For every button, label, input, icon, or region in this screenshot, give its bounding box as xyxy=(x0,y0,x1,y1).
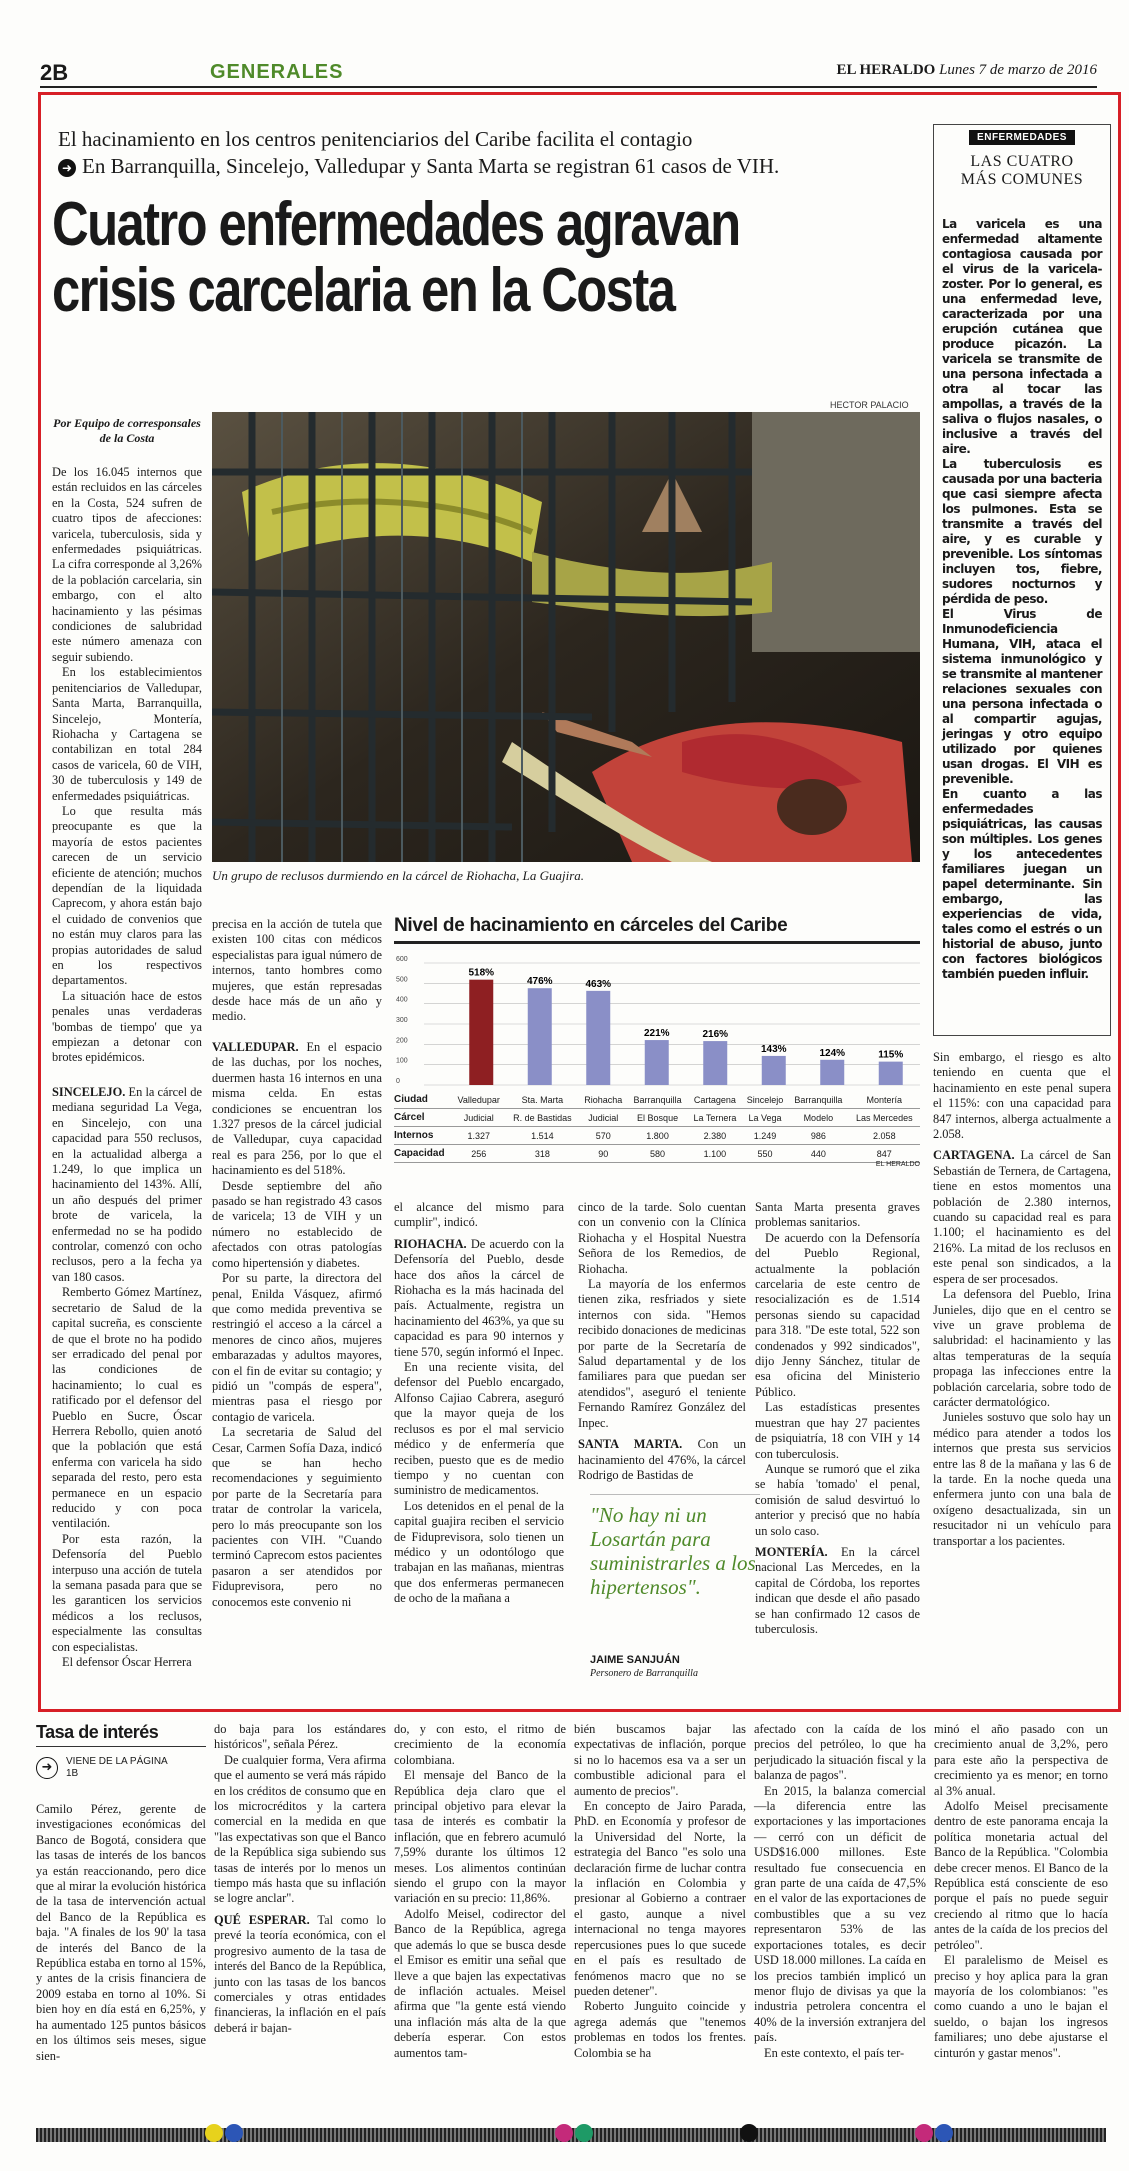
paragraph: Los detenidos en el penal de la capital guajira reciben el servicio de Fiduprevisora, solo tienen un médico y un odontólogo que trabajan en las mañanas, mientras que dos enfermeras permanecen de ocho de la mañana a xyxy=(394,1498,564,1606)
paragraph: Las estadísticas presentes muestran que hay 27 pacientes de psiquiatría, 18 con VIH y 14 con tuberculosis. xyxy=(755,1400,920,1461)
chart-bar xyxy=(762,1056,786,1085)
paragraph: Remberto Gómez Martínez, secretario de Salud de la capital sucreña, es consciente de que el brote no ha podido ser erradicado del penal por las condiciones de hacinamiento; lo cual es ratificado por el defensor del Pueblo en Sucre, Óscar Herrera Rebollo, quien anotó que la población que está enferma con varicela ha sido separada del resto, pero esta permanece en un espacio reducido y con poca ventilación. xyxy=(52,1285,202,1531)
chart-source: EL HERALDO xyxy=(875,1161,920,1168)
subhead: QUÉ ESPERAR. xyxy=(214,1912,310,1927)
paragraph-text: En la cárcel nacional Las Mercedes, en la capital de Córdoba, los reportes indican que desde el año pasado se han confirmado 12 casos de tuberculosis. xyxy=(755,1544,920,1636)
arrow-right-icon: ➜ xyxy=(36,1757,58,1779)
kicker-line-2-text: En Barranquilla, Sincelejo, Valledupar y Santa Marta se registran 61 casos de VIH. xyxy=(82,154,780,178)
continued-from-label: VIENE DE LA PÁGINA 1B xyxy=(66,1756,168,1779)
subhead: CARTAGENA. xyxy=(933,1148,1015,1163)
chart-bar xyxy=(645,1040,669,1085)
y-tick-label: 500 xyxy=(396,976,408,984)
table-row-capacidad xyxy=(394,1145,920,1163)
y-tick-label: 0 xyxy=(396,1078,400,1085)
interest-rate-rule xyxy=(36,1746,206,1747)
table-row-carcel xyxy=(394,1109,920,1127)
arrow-right-icon: ➜ xyxy=(58,159,76,177)
row-header: Ciudad xyxy=(394,1091,452,1109)
paragraph xyxy=(578,1437,746,1483)
table-cell: 570 xyxy=(579,1127,627,1145)
paragraph: El paralelismo de Meisel es preciso y hoy aplica para la gran mayoría de los colombianos: "es como cuando a uno le bajan el sueldo, o bajan los ingresos familiares; uno debe ajustarse el cinturón y gastar menos". xyxy=(934,1953,1108,2060)
sidebar-tag xyxy=(934,125,1110,145)
paragraph: La secretaria de Salud del Cesar, Carmen Sofía Daza, indicó que se han hecho recomendaciones y seguimiento por parte de la Secretaría para tratar de controlar la varicela, pero lo más preocupante son los pacientes con VIH. "Cuando terminó Caprecom estos pacientes pasaron a ser atendidos por Fiduprevisora, pero no conocemos este convenio ni xyxy=(212,1425,382,1609)
table-cell: 1.249 xyxy=(742,1127,788,1145)
interest-column-2 xyxy=(214,1722,386,2036)
paragraph: De acuerdo con la Defensoría del Pueblo Regional, actualmente la población carcelaria de este centro de resocialización es de 1.514 personas siendo su capacidad para 318. "De este total, 522 son condenados y 992 sindicados", dijo Jenny Sánchez, titular de esa oficina del Ministerio Público. xyxy=(755,1230,920,1399)
table-cell: El Bosque xyxy=(627,1109,688,1127)
headline-line-2: crisis carcelaria en la Costa xyxy=(52,256,675,325)
table-cell: Barranquilla xyxy=(788,1091,849,1109)
subhead: SINCELEJO. xyxy=(52,1085,126,1099)
quote-role: Personero de Barranquilla xyxy=(590,1668,698,1679)
bar-value-label: 216% xyxy=(702,1029,729,1041)
interest-column-1 xyxy=(36,1802,206,2064)
y-tick-label: 200 xyxy=(396,1037,408,1045)
article-column-4 xyxy=(578,1200,746,1483)
table-cell: 2.380 xyxy=(688,1127,742,1145)
chart-title: Nivel de hacinamiento en cárceles del Caribe xyxy=(394,915,788,936)
paragraph: En una reciente visita, del defensor del Pueblo encargado, Alfonso Cajiao Cabrera, aseguró que la mayor queja de los reclusos es por el mal servicio médico y de enfermería que reciben, puesto que es de medio tiempo y no cuentan con suministro de medicamentos. xyxy=(394,1360,564,1498)
paragraph: Junieles sostuvo que solo hay un médico para atender a todos los internos que presta sus servicios entre las 8 de la mañana y las 6 de la tarde. En la noche queda una enfermera junto con una bala de oxígeno desactualizada, sin un resucitador ni un vehículo para transportar a los pacientes. xyxy=(933,1410,1111,1548)
paragraph: La mayoría de los enfermos tienen zika, resfriados y siete internos con sida. "Hemos recibido donaciones de medicinas por parte de la Secretaría de Salud departamental y de los familiares para que puedan ser atendidos", aseguró el teniente Fernando Ramírez González del Inpec. xyxy=(578,1277,746,1430)
chart-bar xyxy=(586,991,610,1085)
article-column-5 xyxy=(755,1200,920,1637)
paragraph-text: En el espacio de las duchas, por los noches, duermen hasta 16 internos en una misma celda. En estas condiciones se encuentran los 1.327 presos de la cárcel judicial de Valledupar, cuya capacidad real es para 256, por lo que el hacinamiento es del 518%. xyxy=(212,1040,382,1178)
paper-name: EL HERALDO xyxy=(836,62,936,78)
quote-author: JAIME SANJUÁN xyxy=(590,1654,680,1666)
chart-plot xyxy=(394,945,920,1095)
bar-value-label: 115% xyxy=(878,1049,904,1061)
sidebar-title-line-2: MÁS COMUNES xyxy=(960,171,1084,188)
paragraph: afectado con la caída de los precios del petróleo, lo que ha perjudicado la situación fiscal y la balanza de pagos". xyxy=(754,1722,926,1783)
paragraph: En 2015, la balanza comercial —la diferencia entre las exportaciones y las importaciones— cerró con un déficit de USD$16.000 millones. Este resultado fue consecuencia en gran parte de una caída de 47,5% en el valor de las exportaciones de combustibles que a su vez representaron 53% de las exportaciones totales, es decir USD 18.000 millones. La caída en los precios también implicó un menor flujo de divisas ya que la industria petrolera concentra el 40% de la inversión extranjera del país. xyxy=(754,1783,926,2045)
y-tick-label: 300 xyxy=(396,1017,408,1024)
paragraph: La defensora del Pueblo, Irina Junieles, dijo que en el centro se vive un grave problema de salubridad: el hacinamiento y las altas temperaturas de la sequía propaga las infecciones entre la población carcelaria, sobre todo de carácter dermatológico. xyxy=(933,1287,1111,1409)
paragraph: Desde septiembre del año pasado se han registrado 43 casos de varicela; 13 de VIH y un número no establecido de afectados con otras patologías como hipertensión y diabetes. xyxy=(212,1178,382,1270)
table-cell: Judicial xyxy=(579,1109,627,1127)
table-cell: La Vega xyxy=(742,1109,788,1127)
article-column-3 xyxy=(394,1200,564,1607)
paragraph xyxy=(933,1148,1111,1287)
paragraph-text: La cárcel de San Sebastián de Ternera, de Cartagena, tiene en estos momentos una población de 2.380 internos, cuando su capacidad real es para 1.100; el hacinamiento es del 216%. La mitad de los reclusos en este penal son sindicados, a la espera de ser procesados. xyxy=(933,1148,1111,1286)
chart-bar xyxy=(703,1041,727,1085)
row-header: Capacidad xyxy=(394,1145,452,1163)
photo-caption: Un grupo de reclusos durmiendo en la cárcel de Riohacha, La Guajira. xyxy=(212,868,585,883)
subhead: VALLEDUPAR. xyxy=(212,1040,299,1054)
table-cell: Montería xyxy=(849,1091,920,1109)
paragraph: cinco de la tarde. Solo cuentan con un convenio con la Clínica Riohacha y el Hospital Nuestra Señora de los Remedios, de Riohacha. xyxy=(578,1200,746,1276)
paragraph: Lo que resulta más preocupante es que la mayoría de estos pacientes carecen de un servicio eficiente de atención; muchos dependían de la liquidada Caprecom, y ahora están bajo el cuidado de convenios que no están muy claros para las propias autoridades de salud en los respectivos departamentos. xyxy=(52,803,202,988)
continued-from xyxy=(36,1756,176,1780)
table-cell: 580 xyxy=(627,1145,688,1163)
bar-value-label: 476% xyxy=(526,976,553,988)
kicker-line-2 xyxy=(58,153,918,180)
registration-dot-black xyxy=(740,2124,758,2142)
y-tick-label: 400 xyxy=(396,996,408,1004)
chart-table xyxy=(394,1091,920,1163)
row-header: Internos xyxy=(394,1127,452,1145)
table-cell: Modelo xyxy=(788,1109,849,1127)
interest-rate-title: Tasa de interés xyxy=(36,1722,159,1742)
paragraph-text: Con un hacinamiento del 476%, la cárcel Rodrigo de Bastidas de xyxy=(578,1437,746,1482)
table-cell: 90 xyxy=(579,1145,627,1163)
table-cell: 1.327 xyxy=(452,1127,505,1145)
sidebar-tag-label: ENFERMEDADES xyxy=(969,130,1075,145)
paragraph: Por esta razón, la Defensoría del Pueblo interpuso una acción de tutela la semana pasada para que se les garanticen los servicios médicos a los reclusos, especialmente las consultas con especialistas. xyxy=(52,1531,202,1654)
paragraph: do baja para los estándares históricos", señala Pérez. xyxy=(214,1722,386,1752)
sidebar-paragraph: La tuberculosis es causada por una bacteria que casi siempre afecta los pulmones. Esta se transmite a través del aire, y es curable y prevenible. Los síntomas incluyen tos, fiebre, sudores nocturnos y pérdida de peso. xyxy=(942,457,1102,606)
section-name: GENERALES xyxy=(210,61,344,83)
paragraph: En concepto de Jairo Parada, PhD. en Economía y profesor de la Universidad del Norte, la estrategia del Banco "es solo una declaración firme de luchar contra la inflación en Colombia y presionar al Gobierno a contraer el gasto, aunque a nivel internacional no tenga mayores repercusiones pues lo que sucede en el país es resultado de fenómenos macro que no se pueden detener". xyxy=(574,1799,746,1998)
bar-value-label: 221% xyxy=(643,1028,670,1040)
table-cell: 2.058 xyxy=(849,1127,920,1145)
article-column-6 xyxy=(933,1050,1111,1549)
bar-value-label: 463% xyxy=(585,978,612,990)
interest-column-3 xyxy=(394,1722,566,2061)
diseases-sidebar xyxy=(933,124,1111,1036)
paragraph: De los 16.045 internos que están recluidos en las cárceles en la Costa, 524 sufren de cuatro tipos de afecciones: varicela, tuberculosis, sida y enfermedades psiquiátricas. La cifra corresponde al 3,26% de la población carcelaria, sin embargo, con el alto hacinamiento y las pésimas condiciones de salubridad este número amenaza con seguir subiendo. xyxy=(52,465,202,664)
paragraph xyxy=(214,1913,386,2036)
paragraph xyxy=(52,1085,202,1285)
sidebar-paragraph: La varicela es una enfermedad altamente contagiosa causada por el virus de la varicela-zoster. Por lo general, es una enfermedad leve, caracterizada por una erupción cutánea que produce picazón. La varicela se transmite de una persona infectada a otra al tocar las ampollas, a través de la saliva o flujos nasales, o inclusive a través del aire. xyxy=(942,217,1102,456)
table-row-internos xyxy=(394,1127,920,1145)
paragraph: Santa Marta presenta graves problemas sanitarios. xyxy=(755,1200,920,1230)
headline-line-1: Cuatro enfermedades agravan xyxy=(52,190,740,259)
table-cell: La Ternera xyxy=(688,1109,742,1127)
sidebar-paragraph: El Virus de Inmunodeficiencia Humana, VIH, ataca el sistema inmunológico y se transmite al mantener relaciones sexuales con una persona infectada o al compartir agujas, jeringas y otro equipo utilizado por quienes usan drogas. El VIH es prevenible. xyxy=(942,607,1102,786)
prison-photo-illustration xyxy=(212,412,920,862)
interest-column-6 xyxy=(934,1722,1108,2061)
paragraph: Por su parte, la directora del penal, Enilda Vásquez, afirmó que como medida preventiva se restringió el acceso a la cárcel a menores de cinco años, mujeres embarazadas y adultos mayores, con el fin de evitar su contagio; y pidió un "compás de espera", mientras pasa el riesgo por contagio de varicela. xyxy=(212,1271,382,1424)
paragraph xyxy=(212,1040,382,1179)
masthead xyxy=(837,62,1097,79)
pull-quote: "No hay ni un Losartán para suministrarles a los hipertensos". xyxy=(590,1503,756,1599)
article-column-1 xyxy=(52,465,202,1066)
paragraph: minó el año pasado con un crecimiento anual de 3,2%, pero para este año la perspectiva de crecimiento ya es menor; en torno al 3% anual. xyxy=(934,1722,1108,1798)
subhead: SANTA MARTA. xyxy=(578,1437,683,1452)
page-number: 2B xyxy=(40,60,69,85)
paragraph: De cualquier forma, Vera afirma que el aumento se verá más rápido en los créditos de consumo que en los microcréditos y la cartera comercial en la medida en que "las expectativas son que el Banco de la República siga subiendo sus tasas de interés por lo menos un tiempo más hasta que su inflación se logre anclar". xyxy=(214,1752,386,1906)
paragraph: Aunque se rumoró que el zika se había 'tomado' el penal, comisión de salud desvirtuó lo anterior y precisó que no había un solo caso. xyxy=(755,1461,920,1538)
table-cell: Judicial xyxy=(452,1109,505,1127)
table-cell: 986 xyxy=(788,1127,849,1145)
interest-column-4 xyxy=(574,1722,746,2061)
table-cell: Cartagena xyxy=(688,1091,742,1109)
table-cell: 1.514 xyxy=(505,1127,579,1145)
table-cell: 318 xyxy=(505,1145,579,1163)
y-tick-label: 600 xyxy=(396,956,408,963)
registration-dot-yellow xyxy=(205,2124,223,2142)
registration-dot-blue-2 xyxy=(935,2124,953,2142)
kicker-line-1: El hacinamiento en los centros penitenciarios del Caribe facilita el contagio xyxy=(58,127,693,151)
article-column-1b xyxy=(52,1085,202,1670)
table-cell: Las Mercedes xyxy=(849,1109,920,1127)
paragraph xyxy=(755,1545,920,1637)
registration-dot-green xyxy=(575,2124,593,2142)
y-tick-label: 100 xyxy=(396,1057,408,1065)
chart-bar xyxy=(469,980,493,1085)
paragraph-text: En la cárcel de mediana seguridad La Vega, en Sincelejo, con una capacidad para 550 reclusos, en la actualidad alberga a 1.249, lo que implica un hacinamiento del 143%. Allí, un año después del primer brote de varicela, la enfermedad no se ha podido controlar, comenzó con ocho reclusos, pero a la fecha ya van 180 casos. xyxy=(52,1085,202,1284)
table-cell: 440 xyxy=(788,1145,849,1163)
chart-title-rule xyxy=(394,941,920,944)
paragraph xyxy=(394,1237,564,1360)
sidebar-body xyxy=(942,217,1102,982)
bar-value-label: 518% xyxy=(468,967,495,979)
registration-dot-magenta xyxy=(555,2124,573,2142)
table-cell: 1.100 xyxy=(688,1145,742,1163)
table-cell: 847 xyxy=(849,1145,920,1163)
paragraph-text: De acuerdo con la Defensoría del Pueblo, desde hace dos años la cárcel de Riohacha es la más hacinada del país. Actualmente, registra un hacinamiento del 463%, ya que su capacidad es para 90 internos y tiene 570, según informó el Inpec. xyxy=(394,1236,564,1359)
bar-value-label: 143% xyxy=(760,1043,787,1055)
table-cell: Riohacha xyxy=(579,1091,627,1109)
paragraph: do, y con esto, el ritmo de crecimiento de la economía colombiana. xyxy=(394,1722,566,1767)
paragraph: Roberto Junguito coincide y agrega además que "tenemos problemas en todos los frentes. Colombia se ha xyxy=(574,1999,746,2060)
paragraph: precisa en la acción de tutela que existen 100 citas con médicos especialistas para igual número de internos, tanto hombres como mujeres, que están represadas desde hace más de un año y medio. xyxy=(212,917,382,1024)
paragraph: Adolfo Meisel precisamente dentro de este panorama encaja la política monetaria actual del Banco de la República. "Colombia debe crecer menos. El Banco de la República está consciente de eso porque el país no puede seguir creciendo al ritmo que lo hacía antes de la caída de los precios del petróleo". xyxy=(934,1799,1108,1952)
chart-bar xyxy=(528,988,552,1085)
byline: Por Equipo de corresponsales de la Costa xyxy=(53,416,201,445)
paragraph: En este contexto, el país ter- xyxy=(764,2045,905,2060)
paragraph: Adolfo Meisel, codirector del Banco de la República, agrega que además lo que se busca desde el Emisor es emitir una señal que lleve a que bajen las expectativas de inflación actuales. Meisel afirma que "la gente está viendo una inflación más alta de la que debería esperar. Con estos aumentos tam- xyxy=(394,1906,566,2060)
kicker xyxy=(58,126,918,180)
chart-bar xyxy=(879,1062,903,1085)
chart-bar xyxy=(820,1060,844,1085)
table-cell: 1.800 xyxy=(627,1127,688,1145)
sidebar-title xyxy=(934,153,1110,189)
paragraph: El mensaje del Banco de la República deja claro que el principal objetivo para elevar la tasa de interés es combatir la inflación, que en febrero acumuló 7,59% durante los últimos 12 meses. Los alimentos continúan siendo el grupo con la mayor variación en su precio: 11,86%. xyxy=(394,1768,566,1906)
table-cell: Sincelejo xyxy=(742,1091,788,1109)
registration-dot-blue xyxy=(225,2124,243,2142)
table-cell: Valledupar xyxy=(452,1091,505,1109)
overcrowding-chart xyxy=(394,915,920,1175)
paragraph: El defensor Óscar Herrera xyxy=(62,1655,192,1670)
header-rule xyxy=(40,86,1097,88)
table-cell: R. de Bastidas xyxy=(505,1109,579,1127)
headline xyxy=(52,192,774,324)
paragraph: el alcance del mismo para cumplir", indicó. xyxy=(394,1200,564,1230)
paragraph: En los establecimientos penitenciarios de Valledupar, Santa Marta, Barranquilla, Sincelejo, Montería, Riohacha y Cartagena se contabilizan en total 284 casos de varicela, 60 de VIH, 30 de tuberculosis y 149 de enfermedades psiquiátricas. xyxy=(52,665,202,803)
table-cell: Barranquilla xyxy=(627,1091,688,1109)
table-row-ciudad xyxy=(394,1091,920,1109)
paragraph: Sin embargo, el riesgo es alto teniendo en cuenta que el hacinamiento en este penal supera el 115%: con una capacidad para 847 internos, alberga actualmente a 2.058. xyxy=(933,1050,1111,1142)
sidebar-paragraph: En cuanto a las enfermedades psiquiátricas, las causas son múltiples. Los genes y los antecedentes familiares juegan un papel determinante. Sin embargo, las experiencias de vida, tales como el estrés o un historial de abuso, junto con factores biológicos también pueden influir. xyxy=(942,787,1102,981)
table-cell: Sta. Marta xyxy=(505,1091,579,1109)
table-cell: 256 xyxy=(452,1145,505,1163)
photo-credit: HECTOR PALACIO xyxy=(830,400,909,410)
interest-column-5 xyxy=(754,1722,926,2061)
paragraph: Camilo Pérez, gerente de investigaciones económicas del Banco de Bogotá, considera que las tasas de interés de los bancos ya están reaccionando, pero dice que al mirar la evolución histórica de la tasa de intervención actual del Banco de la República es baja. "A finales de los 90' la tasa de interés del Banco de la República estaba en torno al 15%, y antes de la crisis financiera de 2009 estaba en torno al 10%. Si bien hoy en día está en 6,25%, y ha aumentado 125 puntos básicos en los últimos seis meses, sigue sien- xyxy=(36,1802,206,2063)
paragraph: bién buscamos bajar las expectativas de inflación, porque si no lo hacemos esa va a ser un combustible adicional para el aumento de precios". xyxy=(574,1722,746,1798)
article-column-2b xyxy=(212,1040,382,1610)
issue-date: Lunes 7 de marzo de 2016 xyxy=(939,62,1097,78)
bar-value-label: 124% xyxy=(819,1047,846,1059)
paragraph-text: Tal como lo prevé la teoría económica, con el progresivo aumento de la tasa de interés del Banco de la República, junto con las tasas de los bancos comerciales y otras entidades financieras, la inflación en el país deberá ir bajan- xyxy=(214,1912,386,2035)
table-cell: 550 xyxy=(742,1145,788,1163)
paragraph: La situación hace de estos penales unas verdaderas 'bombas de tiempo' que ya empiezan a detonar con brotes epidémicos. xyxy=(52,988,202,1065)
quote-separator xyxy=(590,1494,760,1495)
sidebar-title-line-1: LAS CUATRO xyxy=(970,153,1074,170)
prison-photo xyxy=(212,412,920,862)
row-header: Cárcel xyxy=(394,1109,452,1127)
subhead: RIOHACHA. xyxy=(394,1236,467,1251)
registration-dot-magenta-2 xyxy=(915,2124,933,2142)
article-column-2 xyxy=(212,917,382,1025)
subhead: MONTERÍA. xyxy=(755,1544,828,1559)
